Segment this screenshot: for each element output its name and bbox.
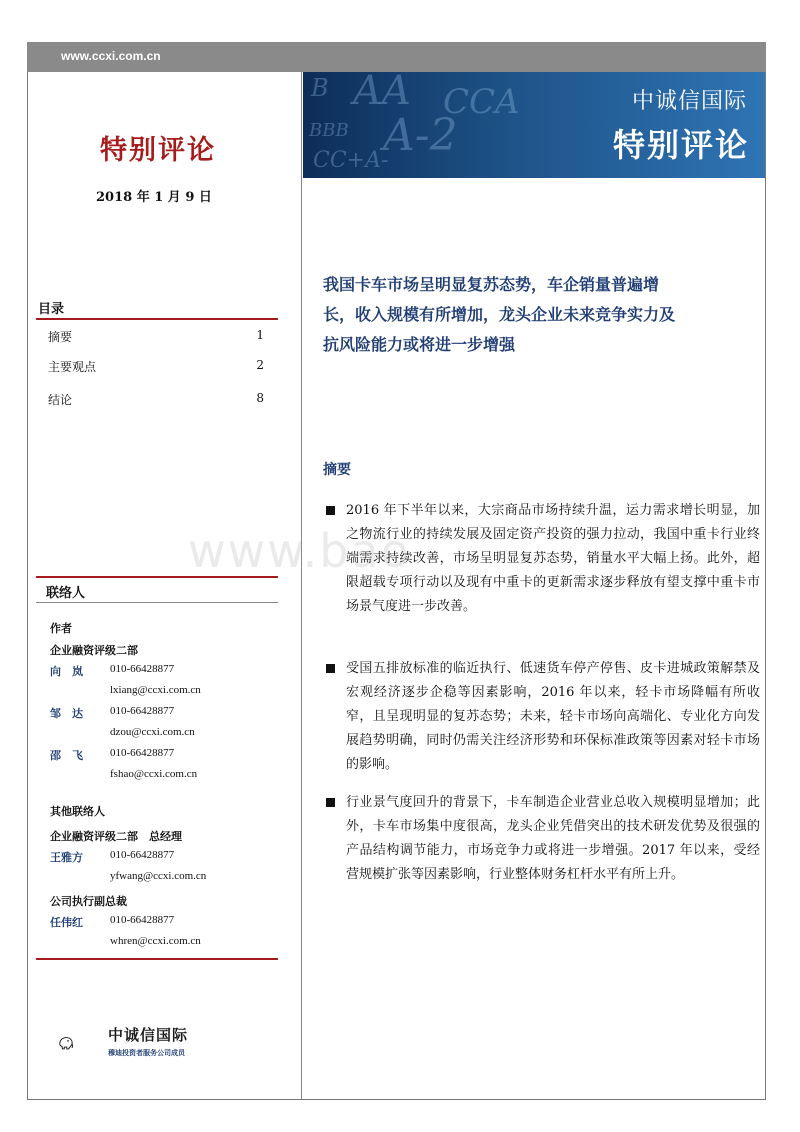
contact-email[interactable]: fshao@ccxi.com.cn [110,768,198,780]
elephant-logo-icon [58,1020,108,1066]
toc-item-page: 8 [256,391,264,405]
contact-name: 邹 达 [50,708,83,720]
contact-email[interactable]: whren@ccxi.com.cn [110,935,201,947]
contact-phone: 010-66428877 [110,914,175,926]
banner-decor-icon: A-2 [383,110,458,161]
toc-item-page: 2 [256,358,264,372]
contact-email[interactable]: yfwang@ccxi.com.cn [110,870,207,882]
contact-name: 向 岚 [50,666,83,678]
contact-phone: 010-66428877 [110,849,175,861]
banner-org: 中诚信国际 [631,89,747,114]
toc-item[interactable] [48,328,264,345]
abstract-heading: 摘要 [323,462,351,478]
bullet-text: 行业景气度回升的背景下，卡车制造企业营业总收入规模明显增加；此外，卡车市场集中度很高，龙头企业凭借突出的技术研发优势及很强的产品结构调节能力，市场竞争力或将进一步增强。2017 年以来，受经营规模扩张等因素影响，行业整体财务杠杆水平有所上升。 [346,795,760,882]
contact-name: 王雅方 [50,852,83,864]
department-label: 企业融资评级二部 总经理 [50,831,182,843]
bullet-text: 受国五排放标准的临近执行、低速货车停产停售、皮卡进城政策解禁及宏观经济逐步企稳等因素影响，2016 年以来，轻卡市场降幅有所收窄，且呈现明显的复苏态势；未来，轻卡市场向高端化、专业化方向发展趋势明确，同时仍需关注经济形势和环保标准政策等因素对轻卡市场的影响。 [346,661,760,772]
page-title: 特别评论 [100,135,216,166]
headline-line: 抗风险能力或将进一步增强 [323,335,516,354]
banner-title: 特别评论 [612,126,749,164]
website-url[interactable]: www.ccxi.com.cn [61,49,161,63]
contacts-divider-bottom [36,958,278,960]
contacts-heading: 联络人 [46,586,86,601]
toc-item-label: 摘要 [48,330,73,344]
contact-name: 任伟红 [50,917,83,929]
toc-heading: 目录 [38,302,65,317]
report-date: 2018 年 1 月 9 日 [96,190,212,205]
headline-line: 长，收入规模有所增加，龙头企业未来竞争实力及 [323,305,676,324]
banner-decor-icon: B [311,74,329,102]
banner-decor-icon: BBB [309,120,349,141]
banner-decor-icon: AA [353,72,411,114]
contact-email[interactable]: lxiang@ccxi.com.cn [110,684,201,696]
bullet-square-icon [326,798,335,807]
toc-item[interactable] [48,358,264,375]
bullet-text: 2016 年下半年以来，大宗商品市场持续升温，运力需求增长明显，加之物流行业的持续发展及固定资产投资的强力拉动，我国中重卡行业终端需求持续改善，市场呈明显复苏态势，销量水平大幅上扬。此外，超限超载专项行动以及现有中重卡的更新需求逐步释放有望支撑中重卡市场景气度进一步改善。 [346,503,760,614]
headline-line: 我国卡车市场呈明显复苏态势，车企销量普遍增 [323,275,660,294]
top-bar [27,42,766,72]
toc-item-label: 结论 [48,393,73,407]
department-label: 公司执行副总裁 [50,896,127,908]
contact-phone: 010-66428877 [110,705,175,717]
contacts-divider [36,602,278,603]
toc-item-page: 1 [256,328,264,342]
bullet-square-icon [326,664,335,673]
other-contacts-label: 其他联络人 [50,806,105,818]
toc-divider [36,318,278,320]
bullet-square-icon [326,506,335,515]
logo-subtitle: 穆迪投资者服务公司成员 [108,1048,185,1057]
watermark: www.bao [188,524,411,578]
contact-email[interactable]: dzou@ccxi.com.cn [110,726,195,738]
contact-phone: 010-66428877 [110,747,175,759]
contact-phone: 010-66428877 [110,663,175,675]
contact-name: 邵 飞 [50,750,83,762]
banner-decor-icon: CC+A- [313,148,389,173]
header-banner [303,72,765,178]
banner-decor-icon: CCA [443,82,520,122]
toc-item[interactable] [48,391,264,408]
toc-item-label: 主要观点 [48,360,97,374]
logo-text: 中诚信国际 [108,1026,189,1044]
headline [323,270,743,360]
department-label: 企业融资评级二部 [50,645,138,657]
author-label: 作者 [50,623,72,635]
